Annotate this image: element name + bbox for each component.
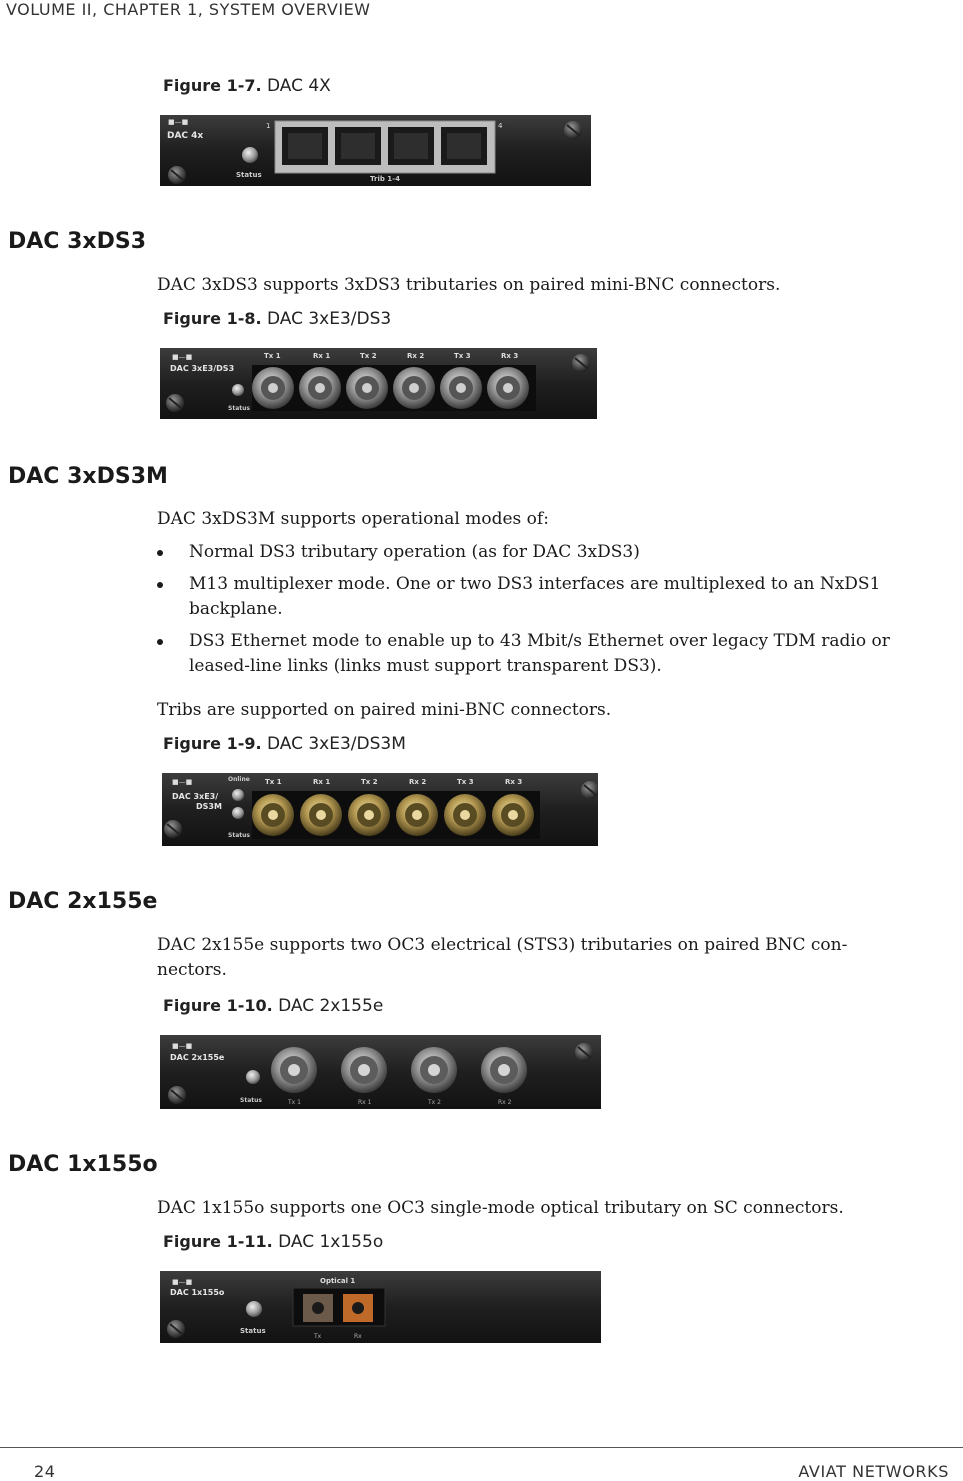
list-item: Normal DS3 tributary operation (as for DAC 3xDS3) bbox=[157, 540, 937, 565]
bullet-icon bbox=[157, 582, 163, 588]
rj45-port-icon bbox=[335, 127, 381, 165]
list-item: DS3 Ethernet mode to enable up to 43 Mbit/s Ethernet over legacy TDM radio or leased-line links (links must support transparent DS3). bbox=[157, 629, 937, 679]
svg-text:Rx 3: Rx 3 bbox=[501, 352, 519, 360]
svg-text:Tx 2: Tx 2 bbox=[361, 778, 378, 786]
svg-text:Status: Status bbox=[228, 832, 250, 839]
footer-divider bbox=[0, 1447, 963, 1448]
bnc-connector-icon bbox=[393, 367, 435, 409]
running-header: VOLUME II, CHAPTER 1, SYSTEM OVERVIEW bbox=[6, 0, 371, 19]
svg-text:Rx 3: Rx 3 bbox=[505, 778, 523, 786]
svg-text:Trib 1-4: Trib 1-4 bbox=[370, 175, 400, 183]
svg-text:Tx: Tx bbox=[314, 1333, 322, 1340]
bnc-connector-icon bbox=[346, 367, 388, 409]
bnc-connector-icon bbox=[492, 794, 534, 836]
rj45-port-icon bbox=[388, 127, 434, 165]
svg-text:Tx 2: Tx 2 bbox=[428, 1099, 441, 1106]
status-led-icon bbox=[242, 147, 258, 163]
bnc-connector-icon bbox=[252, 794, 294, 836]
figure-caption-1-8 bbox=[163, 309, 391, 329]
sc-connector-icon bbox=[303, 1294, 333, 1322]
svg-text:DS3M: DS3M bbox=[196, 802, 222, 811]
svg-text:Tx 1: Tx 1 bbox=[265, 778, 282, 786]
svg-text:4: 4 bbox=[498, 122, 503, 130]
paragraph: DAC 3xDS3M supports operational modes of: bbox=[157, 509, 549, 529]
svg-text:■—■: ■—■ bbox=[172, 778, 193, 786]
svg-text:Status: Status bbox=[236, 171, 262, 179]
sc-connector-icon bbox=[343, 1294, 373, 1322]
bullet-list bbox=[157, 540, 937, 686]
dac-3xe3-ds3m-module-image bbox=[162, 773, 598, 846]
online-led-icon bbox=[232, 789, 244, 801]
bnc-connector-icon bbox=[440, 367, 482, 409]
dac-3xe3-ds3-module-image bbox=[160, 348, 597, 419]
bnc-connector-icon bbox=[487, 367, 529, 409]
svg-text:Tx 3: Tx 3 bbox=[457, 778, 474, 786]
figure-caption-1-11 bbox=[163, 1232, 383, 1252]
svg-text:Rx 1: Rx 1 bbox=[358, 1099, 372, 1106]
svg-text:■—■: ■—■ bbox=[168, 118, 189, 126]
paragraph: DAC 3xDS3 supports 3xDS3 tributaries on paired mini-BNC connectors. bbox=[157, 275, 781, 295]
svg-text:■—■: ■—■ bbox=[172, 1278, 193, 1286]
svg-text:Rx 1: Rx 1 bbox=[313, 778, 331, 786]
figure-title: DAC 3xE3/DS3M bbox=[266, 734, 406, 754]
figure-number: Figure 1-7. bbox=[163, 76, 262, 95]
svg-text:■—■: ■—■ bbox=[172, 353, 193, 361]
dac-2x155e-module-image bbox=[160, 1035, 601, 1109]
section-heading-dac-3xds3m: DAC 3xDS3M bbox=[8, 464, 168, 489]
section-heading-dac-2x155e: DAC 2x155e bbox=[8, 889, 158, 914]
svg-text:Status: Status bbox=[228, 405, 250, 412]
list-item: M13 multiplexer mode. One or two DS3 interfaces are multiplexed to an NxDS1 backplane. bbox=[157, 572, 937, 622]
svg-text:Rx 1: Rx 1 bbox=[313, 352, 331, 360]
dac-4x-module-image bbox=[160, 115, 591, 186]
svg-text:Optical 1: Optical 1 bbox=[320, 1277, 356, 1285]
svg-text:Rx 2: Rx 2 bbox=[498, 1099, 512, 1106]
figure-title: DAC 2x155e bbox=[278, 996, 384, 1016]
svg-text:Tx 1: Tx 1 bbox=[264, 352, 281, 360]
svg-text:Rx 2: Rx 2 bbox=[407, 352, 425, 360]
bullet-icon bbox=[157, 639, 163, 645]
bnc-connector-icon bbox=[411, 1047, 457, 1093]
paragraph: DAC 1x155o supports one OC3 single-mode optical tributary on SC connectors. bbox=[157, 1198, 844, 1218]
svg-text:DAC 2x155e: DAC 2x155e bbox=[170, 1053, 225, 1062]
svg-text:Rx: Rx bbox=[354, 1333, 362, 1340]
figure-caption-1-9 bbox=[163, 734, 406, 754]
bnc-connector-icon bbox=[481, 1047, 527, 1093]
figure-number: Figure 1-9. bbox=[163, 734, 262, 753]
paragraph: Tribs are supported on paired mini-BNC connectors. bbox=[157, 700, 612, 720]
bnc-connector-icon bbox=[348, 794, 390, 836]
page-number: 24 bbox=[34, 1462, 56, 1481]
figure-caption-1-10 bbox=[163, 996, 383, 1016]
svg-text:DAC 3xE3/: DAC 3xE3/ bbox=[172, 792, 219, 801]
rj45-port-icon bbox=[441, 127, 487, 165]
status-led-icon bbox=[246, 1070, 260, 1084]
svg-text:DAC 1x155o: DAC 1x155o bbox=[170, 1288, 225, 1297]
bnc-connector-icon bbox=[300, 794, 342, 836]
status-led-icon bbox=[232, 384, 244, 396]
rj45-port-icon bbox=[282, 127, 328, 165]
svg-text:Status: Status bbox=[240, 1327, 266, 1335]
bnc-connector-icon bbox=[271, 1047, 317, 1093]
bnc-connector-icon bbox=[341, 1047, 387, 1093]
svg-text:Tx 2: Tx 2 bbox=[360, 352, 377, 360]
paragraph: DAC 2x155e supports two OC3 electrical (STS3) tributaries on paired BNC con-nectors. bbox=[157, 935, 848, 980]
svg-text:■—■: ■—■ bbox=[172, 1042, 193, 1050]
svg-text:DAC 3xE3/DS3: DAC 3xE3/DS3 bbox=[170, 364, 235, 373]
figure-title: DAC 3xE3/DS3 bbox=[266, 309, 392, 329]
figure-title: DAC 1x155o bbox=[278, 1232, 384, 1252]
figure-number: Figure 1-8. bbox=[163, 309, 262, 328]
figure-number: Figure 1-10. bbox=[163, 996, 273, 1015]
bnc-connector-icon bbox=[299, 367, 341, 409]
status-led-icon bbox=[232, 807, 244, 819]
bnc-connector-icon bbox=[252, 367, 294, 409]
svg-text:Online: Online bbox=[228, 776, 250, 783]
section-heading-dac-3xds3: DAC 3xDS3 bbox=[8, 229, 147, 254]
bnc-connector-icon bbox=[396, 794, 438, 836]
figure-number: Figure 1-11. bbox=[163, 1232, 273, 1251]
status-led-icon bbox=[246, 1301, 262, 1317]
dac-4x-label: DAC 4x bbox=[167, 131, 204, 141]
dac-1x155o-module-image bbox=[160, 1271, 601, 1343]
svg-text:Status: Status bbox=[240, 1097, 262, 1104]
figure-title: DAC 4X bbox=[266, 76, 331, 96]
footer-company: AVIAT NETWORKS bbox=[798, 1462, 949, 1481]
figure-caption-1-7 bbox=[163, 76, 331, 96]
svg-text:1: 1 bbox=[266, 122, 271, 130]
svg-text:Rx 2: Rx 2 bbox=[409, 778, 427, 786]
svg-text:Tx 3: Tx 3 bbox=[454, 352, 471, 360]
bnc-connector-icon bbox=[444, 794, 486, 836]
section-heading-dac-1x155o: DAC 1x155o bbox=[8, 1152, 158, 1177]
bullet-icon bbox=[157, 550, 163, 556]
svg-text:Tx 1: Tx 1 bbox=[288, 1099, 301, 1106]
